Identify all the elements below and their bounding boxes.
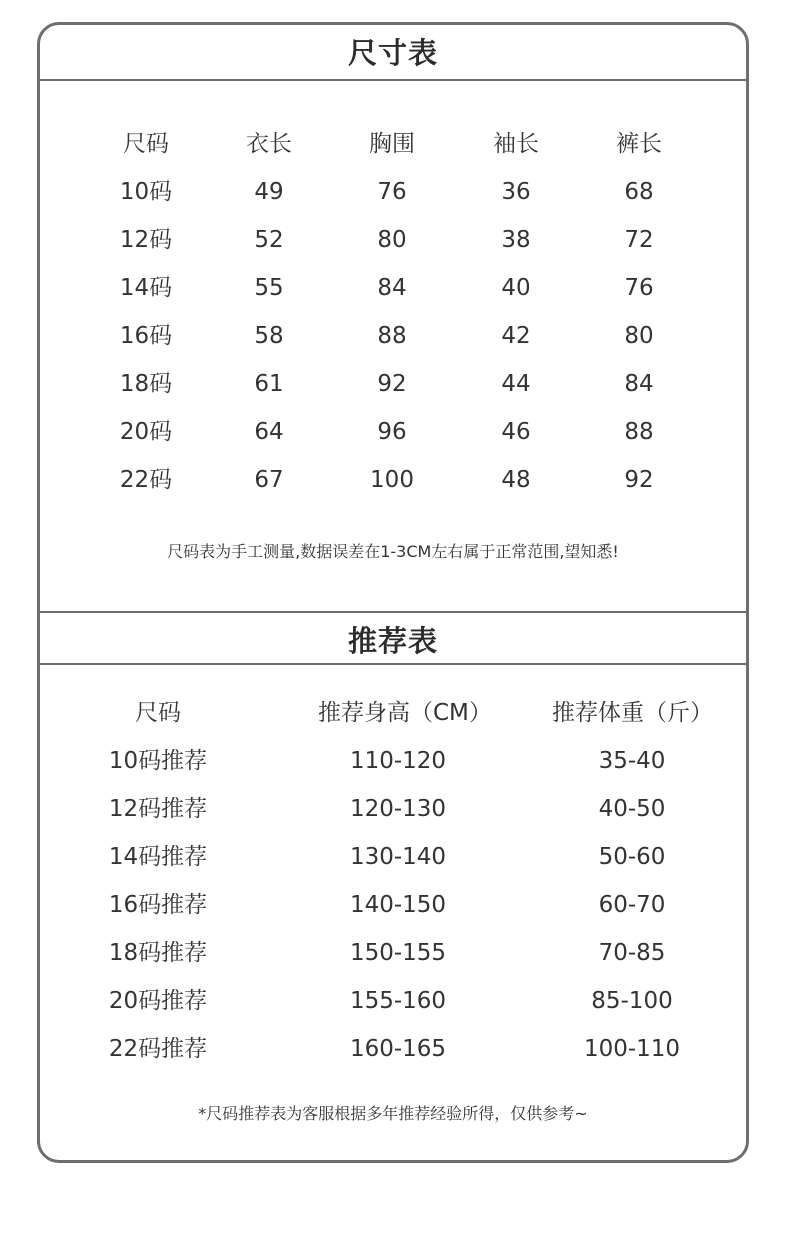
divider [40,663,746,665]
table-cell: 18码 [119,371,173,397]
table-cell: 35-40 [598,748,666,774]
table-cell: 50-60 [598,844,666,870]
table-header-cell: 胸围 [369,131,415,157]
table-cell: 76 [624,275,654,301]
table-row [40,789,746,829]
table-cell: 60-70 [598,892,666,918]
table-cell: 55 [254,275,284,301]
table-header-cell: 裤长 [616,131,662,157]
table-row [40,220,746,260]
table-cell: 14码推荐 [108,844,208,870]
table-cell: 80 [377,227,407,253]
size-card [37,22,749,1163]
table-cell: 18码推荐 [108,940,208,966]
table-cell: 140-150 [349,892,447,918]
table-row [40,933,746,973]
table-cell: 84 [624,371,654,397]
table-cell: 120-130 [349,796,447,822]
table-cell: 12码推荐 [108,796,208,822]
table-row [40,981,746,1021]
table-row [40,837,746,877]
table-cell: 14码 [119,275,173,301]
table-cell: 64 [254,419,284,445]
table-cell: 10码 [119,179,173,205]
table-cell: 36 [501,179,531,205]
table-header-row [40,124,746,164]
table-row [40,268,746,308]
table-cell: 40-50 [598,796,666,822]
table-row [40,741,746,781]
recommend-chart-title: 推荐表 [347,624,438,658]
table-cell: 10码推荐 [108,748,208,774]
table-row [40,412,746,452]
table-cell: 76 [377,179,407,205]
table-cell: 92 [624,467,654,493]
table-cell: 92 [377,371,407,397]
table-cell: 100 [370,467,414,493]
table-cell: 110-120 [349,748,447,774]
table-cell: 84 [377,275,407,301]
table-cell: 12码 [119,227,173,253]
table-cell: 20码推荐 [108,988,208,1014]
table-header-cell: 推荐身高（CM） [318,700,492,726]
table-cell: 52 [254,227,284,253]
table-cell: 49 [254,179,284,205]
table-header-cell: 尺码 [135,700,181,726]
table-cell: 68 [624,179,654,205]
table-cell: 96 [377,419,407,445]
table-cell: 20码 [119,419,173,445]
table-row [40,172,746,212]
table-cell: 88 [624,419,654,445]
table-cell: 40 [501,275,531,301]
table-header-cell: 尺码 [123,131,169,157]
table-cell: 38 [501,227,531,253]
table-cell: 16码推荐 [108,892,208,918]
table-row [40,1029,746,1069]
table-cell: 44 [501,371,531,397]
divider [40,79,746,81]
table-cell: 70-85 [598,940,666,966]
table-cell: 150-155 [349,940,447,966]
table-cell: 42 [501,323,531,349]
table-header-cell: 袖长 [493,131,539,157]
table-header-cell: 推荐体重（斤） [552,700,713,726]
table-cell: 85-100 [591,988,673,1014]
table-header-row [40,693,746,733]
recommend-chart-note: *尺码推荐表为客服根据多年推荐经验所得，仅供参考~ [198,1104,588,1123]
table-cell: 130-140 [349,844,447,870]
table-cell: 22码推荐 [108,1036,208,1062]
table-cell: 155-160 [349,988,447,1014]
table-cell: 58 [254,323,284,349]
table-cell: 88 [377,323,407,349]
table-cell: 72 [624,227,654,253]
divider [40,611,746,613]
size-chart-note: 尺码表为手工测量,数据误差在1-3CM左右属于正常范围,望知悉! [167,542,619,561]
table-cell: 61 [254,371,284,397]
table-cell: 46 [501,419,531,445]
table-cell: 67 [254,467,284,493]
size-chart-title: 尺寸表 [347,36,438,70]
table-row [40,460,746,500]
table-cell: 100-110 [583,1036,681,1062]
table-cell: 16码 [119,323,173,349]
table-row [40,885,746,925]
table-cell: 80 [624,323,654,349]
table-row [40,364,746,404]
table-cell: 48 [501,467,531,493]
table-cell: 160-165 [349,1036,447,1062]
table-header-cell: 衣长 [246,131,292,157]
table-row [40,316,746,356]
table-cell: 22码 [119,467,173,493]
